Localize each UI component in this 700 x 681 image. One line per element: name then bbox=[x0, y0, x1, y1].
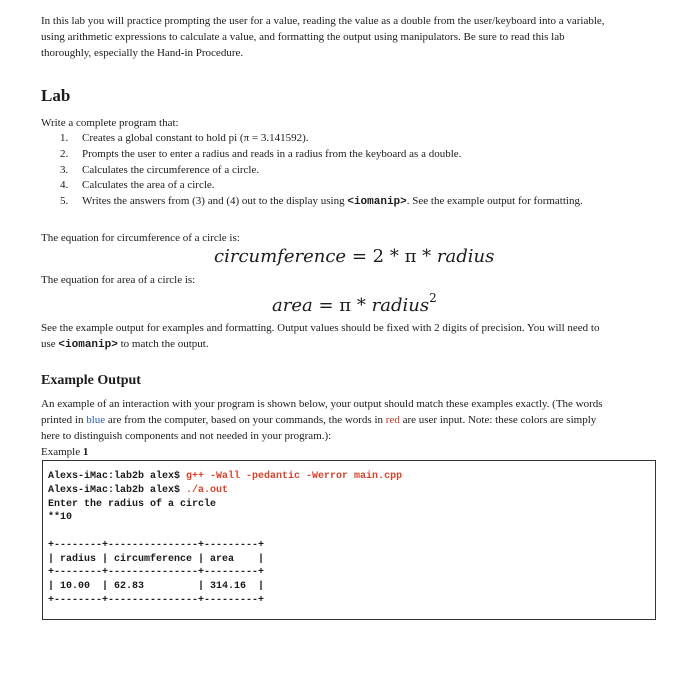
eq-term: π bbox=[339, 295, 352, 316]
list-text: Calculates the area of a circle. bbox=[82, 179, 215, 192]
format-note-line-2 bbox=[41, 336, 661, 353]
table-border-middle: +--------+---------------+---------+ bbox=[48, 567, 265, 578]
table-data-row: | 10.00 | 62.83 | 314.16 | bbox=[48, 581, 265, 592]
blue-word: blue bbox=[86, 414, 106, 426]
example-line-3: here to distinguish components and not needed in your program.): bbox=[41, 430, 332, 442]
list-text: Prompts the user to enter a radius and reads in a radius from the keyboard as a double. bbox=[82, 147, 462, 160]
table-border-bottom: +--------+---------------+---------+ bbox=[48, 595, 265, 606]
area-equation bbox=[272, 293, 437, 316]
list-item bbox=[60, 163, 583, 179]
lab-heading: Lab bbox=[41, 86, 71, 105]
list-text-end: . See the example output for formatting. bbox=[406, 195, 583, 208]
eq-term: radius bbox=[436, 246, 495, 267]
eq-operator: * bbox=[356, 295, 366, 316]
list-number: 3. bbox=[60, 163, 69, 176]
list-item bbox=[60, 194, 583, 210]
list-number: 2. bbox=[60, 147, 69, 160]
terminal-output bbox=[42, 460, 656, 620]
terminal-prompt: Alexs-iMac:lab2b alex$ bbox=[48, 471, 187, 482]
eq-operator: * bbox=[422, 246, 432, 267]
eq-term: 2 bbox=[372, 246, 385, 267]
example-line-2 bbox=[41, 412, 661, 428]
example-output-heading: Example Output bbox=[41, 373, 141, 388]
intro-line-3: thoroughly, especially the Hand-in Procedure. bbox=[41, 47, 244, 59]
terminal-line-2 bbox=[48, 485, 228, 497]
list-item bbox=[60, 178, 583, 194]
format-note-line-1: See the example output for examples and formatting. Output values should be fixed with 2 digits of precision. You will need to bbox=[41, 322, 600, 334]
eq-term: π bbox=[404, 246, 417, 267]
terminal-command: g++ -Wall -pedantic -Werror main.cpp bbox=[186, 471, 403, 482]
eq-operator: = bbox=[351, 246, 367, 267]
terminal-line-1 bbox=[48, 471, 402, 483]
list-item bbox=[60, 131, 583, 147]
eq-operator: = bbox=[318, 295, 334, 316]
list-text: Creates a global constant to hold pi (π = 3.141592). bbox=[82, 132, 309, 144]
terminal-prompt-line: Enter the radius of a circle bbox=[48, 499, 217, 510]
table-border-top: +--------+---------------+---------+ bbox=[48, 540, 265, 551]
note-text-end: to match the output. bbox=[117, 338, 209, 350]
list-number: 5. bbox=[60, 195, 69, 208]
list-number: 1. bbox=[60, 132, 69, 144]
list-number: 4. bbox=[60, 179, 69, 192]
example-label bbox=[41, 444, 661, 460]
terminal-prompt: Alexs-iMac:lab2b alex$ bbox=[48, 485, 187, 496]
terminal-user-input: **10 bbox=[48, 512, 73, 523]
eq-term: area bbox=[272, 295, 313, 316]
iomanip-code: <iomanip> bbox=[347, 196, 407, 209]
lab-lead: Write a complete program that: bbox=[41, 117, 179, 129]
example-text: printed in bbox=[41, 414, 87, 426]
area-label: The equation for area of a circle is: bbox=[41, 274, 196, 286]
list-item bbox=[60, 147, 583, 163]
eq-exponent: 2 bbox=[429, 291, 437, 305]
example-text: are user input. Note: these colors are simply bbox=[399, 414, 597, 426]
red-word: red bbox=[385, 414, 400, 426]
eq-term: circumference bbox=[214, 246, 347, 267]
iomanip-code: <iomanip> bbox=[58, 339, 118, 351]
list-text: Calculates the circumference of a circle. bbox=[82, 163, 260, 176]
circumference-equation bbox=[214, 246, 494, 267]
example-label-number: 1 bbox=[82, 446, 89, 458]
eq-term: radius bbox=[371, 295, 430, 316]
example-line-1: An example of an interaction with your program is shown below, your output should match these examples exactly. (The words bbox=[41, 398, 603, 410]
example-text: are from the computer, based on your commands, the words in bbox=[105, 414, 386, 426]
note-text: use bbox=[41, 338, 59, 350]
circumference-label: The equation for circumference of a circle is: bbox=[41, 232, 240, 244]
terminal-command: ./a.out bbox=[186, 485, 229, 496]
list-text: Writes the answers from (3) and (4) out to the display using bbox=[82, 195, 348, 208]
example-label-text: Example bbox=[41, 446, 83, 458]
table-header-row: | radius | circumference | area | bbox=[48, 554, 265, 565]
intro-line-1: In this lab you will practice prompting the user for a value, reading the value as a double from the user/keyboard into a variable, bbox=[41, 15, 605, 27]
eq-operator: * bbox=[389, 246, 399, 267]
requirements-list bbox=[60, 131, 583, 210]
intro-line-2: using arithmetic expressions to calculate a value, and formatting the output using manipulators. Be sure to read this lab bbox=[41, 31, 565, 43]
